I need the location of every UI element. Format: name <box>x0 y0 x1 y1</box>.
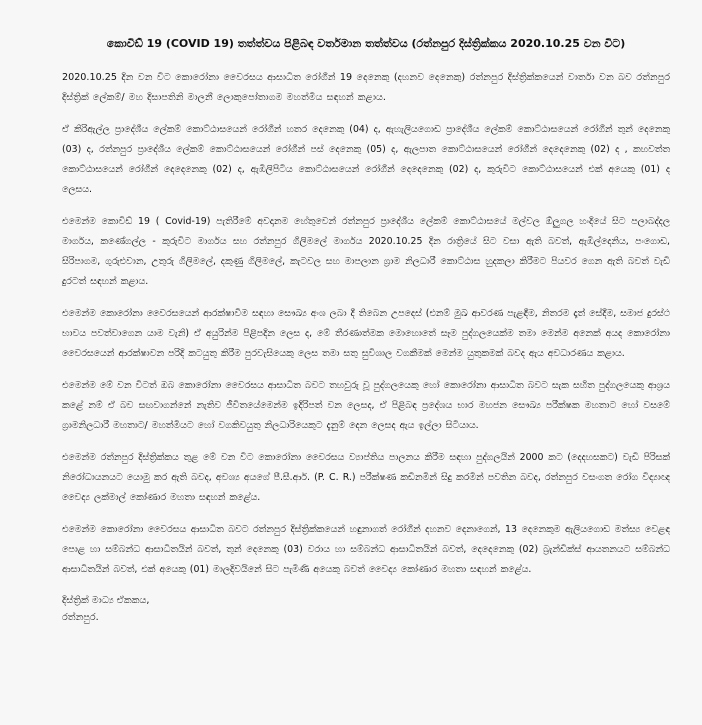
paragraph-5: එමෙන්ම මේ වන විටත් ඔබ කොරෝනා වෛරසය ආසාධිත බවට තහවුරු වූ පුද්ගලයෙකු හෝ කොරෝනා ආසාධිත බවට සැක සහිත පුද්ගලයෙකු ආශ්‍රය කළේ නම් ඒ බව සඟවාගන්නේ නැතිව ජීවිතයේමෙන්ම ඉදිරිපත් වන ලෙසද, ඒ පිළිබඳ ප්‍රදේශය භාර මහජන සෞඛ්‍ය පරීක්ෂක මහතාට හෝ වසමේ ග්‍රාමනිලධාරී මහතාට/ මහත්මියට හෝ වගකිවයුතු නිලධාරියෙකුට දැනුම් දෙන ලෙසද ඇය ඉල්ලා සිටියාය. <box>62 380 670 431</box>
paragraph-2: ඒ කිරිඇල්ල ප්‍රාදේශීය ලේකම් කොට්ඨාසයෙන් රෝගීන් හතර දෙනෙකු (04) ද, ඇහැලියගොඩ ප්‍රාදේශීය ලේකම් කොට්ඨාසයෙන් රෝගීන් තුන් දෙනෙකු (03) ද, රත්නපුර ප්‍රාදේශීය ලේකම් කොට්ඨාසයෙන් රෝගීන් පස් දෙනෙකු (05) ද, ඇලපාත කොට්ඨාසයෙන් රෝගීන් දෙදෙනෙකු (02) ද , කහවත්ත කොට්ඨාසයෙන් රෝගීන් දෙදෙනෙකු (02) ද, ඇඹිලිපිටිය කොට්ඨාසයෙන් රෝගීන් දෙදෙනෙකු (02) ද, කුරුවිට කොට්ඨාසයෙන් එක් අයෙකු (01) ද ලෙසය. <box>62 124 670 195</box>
signature-line-unit: දිස්ත්‍රික් මාධ්‍ය ඒකකය, <box>62 595 150 606</box>
paragraph-1: 2020.10.25 දින වන විට කොරෝනා වෛරසය ආසාධිත රෝගීන් 19 දෙනෙකු (දහනව දෙනෙකු) රත්නපුර දිස්ත්‍රික්කයෙන් වාර්තා වන බව රත්නපුර දිස්ත්‍රික් ලේකම්/ මහ දිසාපතිනි මාලනී ලොකුපෝතාගම මහත්මිය සඳහන් කළාය. <box>62 72 670 103</box>
paragraph-7: එමෙන්ම කොරෝනා වෛරසය ආසාධිත බවට රත්නපුර දිස්ත්‍රික්කයෙන් හඳුනාගත් රෝගීන් දහනව දෙනාගෙන්, 13 දෙනෙකුම ඇලියගොඩ මත්ස්‍ය වෙළඳ පොළ හා සම්බන්ධ ආසාධිතයින් බවත්, තුන් දෙනෙකු (03) වරාය හා සම්බන්ධ ආසාධිතයින් බවත්, දෙදෙනෙකු (02) බ්‍රැන්ඩික්ස් ආයතනයට සම්බන්ධ ආසාධිතයින් බවත්, එක් අයෙකු (01) මාලදිවයිනේ සිට පැමිණි අයෙකු බවත් වෛද්‍ය කෝණාර මහතා සඳහන් කළේය. <box>62 524 670 575</box>
signature-line-city: රත්නපුර. <box>62 612 99 623</box>
paragraph-3: එමෙන්ම කොවිඩ් 19 ( Covid-19) පැතිරීමේ අවදානම හේතුවෙන් රත්නපුර ප්‍රාදේශීය ලේකම් කොට්ඨාසයේ මල්වල ඕලුගල හංදියේ සිට පලාබද්දල මාර්ගය, කණේගල්ල - කුරුවිට මාර්ගය සහ රත්නපුර ගිලිමලේ මාර්ගය 2020.10.25 දින රාත්‍රියේ සිට වසා ඇති බවත්, ඇඹිල්දෙනිය, පංගොඩ, සිරිපාගම, ගුරුළුවාන, උතුරු ගිලිමලේ, දකුණු ගිලිමලේ, කැටවල සහ මාපලාන ග්‍රාම නිලධාරී කොට්ඨාස හුදකලා කිරීමට පියවර ගෙන ඇති බවත් වැඩි දුරටත් සඳහන් කළාය. <box>62 216 670 287</box>
signature-block <box>62 592 670 626</box>
document-title: කොවිඩ් 19 (COVID 19) තත්ත්වය පිළිබඳ වර්තමාන තත්ත්වය (රත්නපුර දිස්ත්‍රික්කය 2020.10.25 වන විට) <box>106 37 626 50</box>
paragraph-4: එමෙන්ම කොරෝනා වෛරසයෙන් ආරක්ෂාවීම සඳහා සෞඛ්‍ය අංශ ලබා දී තිබෙන උපදෙස් (එනම් මුඛ ආවරණ පැළඳීම, නිතරම දෑත් සේදීම, සමාජ දුරස්ථ භාවය පවත්වාගෙන යාම වැනි) ඒ අයුරින්ම පිළිපදින ලෙස ද, මේ තීරණාත්මක මොහොතේ සෑම පුද්ගලයෙක්ම තමා මෙන්ම අනෙක් අයද කොරෝනා වෛරසයෙන් ආරක්ෂාවන පරිදි කටයුතු කිරීම පුරවැසියෙකු ලෙස තමා සතු සුවිශාල වගකීමක් මෙන්ම යුතුකමක් බවද ඇය අවධාරණය කළාය. <box>62 308 670 359</box>
paragraph-6: එමෙන්ම රත්නපුර දිස්ත්‍රික්කය තුළ මේ වන විට කොරෝනා වෛරසය ව්‍යාප්තිය පාලනය කිරීම සඳහා පුද්ගලයින් 2000 කට (දෙදහසකට) වැඩි පිරිසක් නිරෝධායනයට යොමු කර ඇති බවද, අවශ්‍ය අයගේ පී.සී.ආර්. (P. C. R.) පරීක්ෂණ කඩිනමින් සිදු කරමින් පවතින බවද, රත්නපුර වසංගත රෝග විද්‍යාඥ වෛද්‍ය ලක්මාල් කෝණාර මහතා සඳහන් කළේය. <box>62 452 670 503</box>
